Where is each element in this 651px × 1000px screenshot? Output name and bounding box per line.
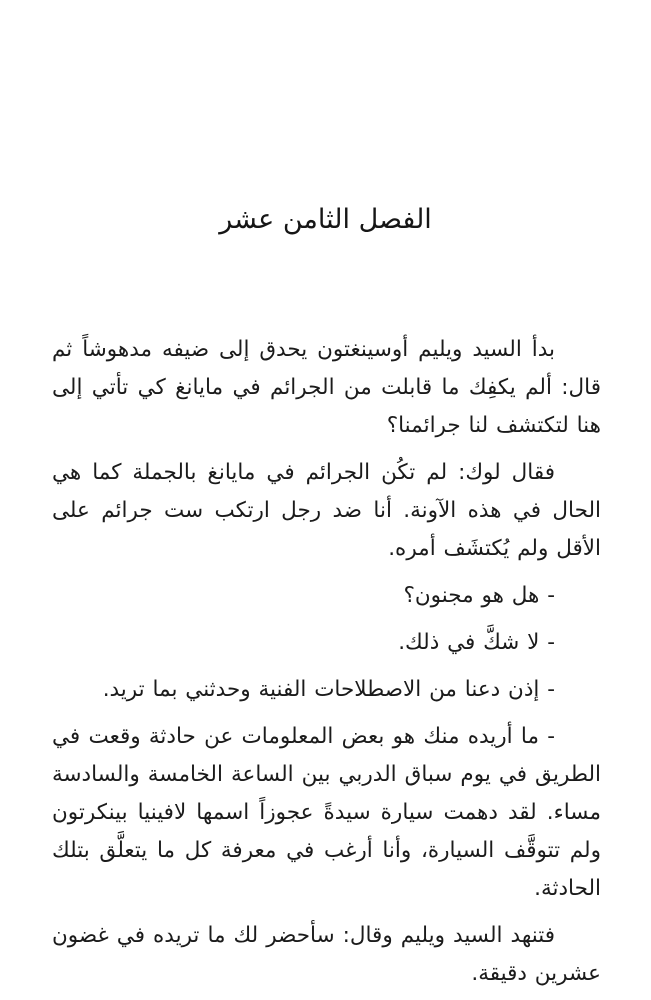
paragraph-narration-2: فقال لوك: لم تكُن الجرائم في مايانغ بالجملة كما هي الحال في هذه الآونة. أنا ضد رجل ارتكب ست جرائم على الأقل ولم يُكتشَف أمره.	[52, 460, 601, 561]
dialogue-line-1: - هل هو مجنون؟	[403, 583, 555, 608]
paragraph-narration-1: بدأ السيد ويليم أوسينغتون يحدق إلى ضيفه مدهوشاً ثم قال: ألم يكفِك ما قابلت من الجرائم في مايانغ كي تأتي إلى هنا لتكتشف لنا جرائمنا؟	[52, 337, 601, 438]
dialogue-line-2: - لا شكَّ في ذلك.	[398, 630, 555, 655]
dialogue-line-4: - ما أريده منك هو بعض المعلومات عن حادثة وقعت في الطريق في يوم سباق الدربي بين الساعة الخامسة والسادسة مساء. لقد دهمت سيارة سيدةً عجوزاً اسمها لافينيا بينكرتون ولم تتوقَّف السيارة، وأنا أرغب في معرفة كل ما يتعلَّق بتلك الحادثة.	[52, 724, 601, 901]
paragraph-narration-3: فتنهد السيد ويليم وقال: سأحضر لك ما تريده في غضون عشرين دقيقة.	[52, 923, 601, 986]
page-content	[0, 235, 651, 993]
chapter-title: الفصل الثامن عشر	[219, 204, 432, 235]
dialogue-line-3: - إذن دعنا من الاصطلاحات الفنية وحدثني بما تريد.	[102, 677, 555, 702]
